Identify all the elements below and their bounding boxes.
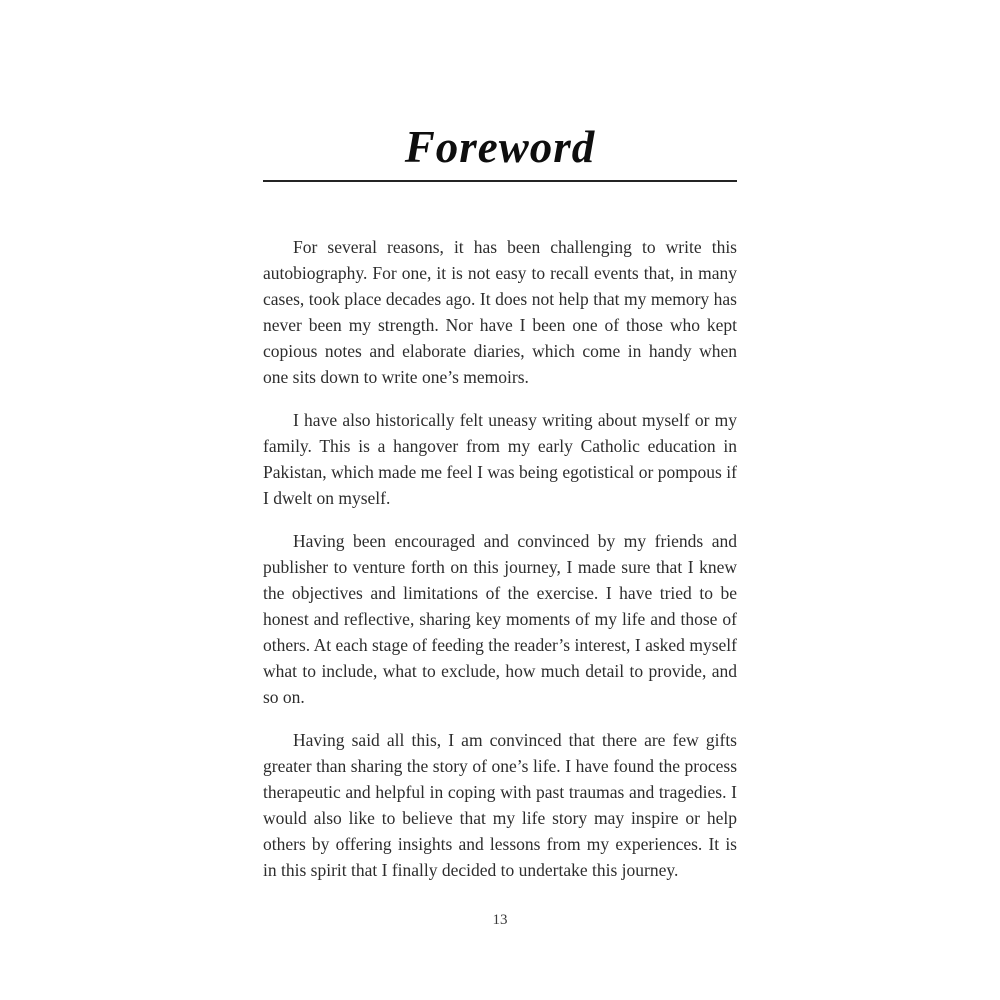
- chapter-title: Foreword: [404, 122, 596, 172]
- content-column: [263, 0, 737, 883]
- body-text: [263, 234, 737, 883]
- paragraph: I have also historically felt uneasy writing about myself or my family. This is a hangover from my early Catholic education in Pakistan, which made me feel I was being egotistical or pompous if I dwelt on myself.: [263, 410, 737, 508]
- paragraph: Having been encouraged and convinced by my friends and publisher to venture forth on this journey, I made sure that I knew the objectives and limitations of the exercise. I have tried to be honest and reflective, sharing key moments of my life and those of others. At each stage of feeding the reader’s interest, I asked myself what to include, what to exclude, how much detail to provide, and so on.: [263, 531, 737, 707]
- paragraph: For several reasons, it has been challenging to write this autobiography. For one, it is not easy to recall events that, in many cases, took place decades ago. It does not help that my memory has never been my strength. Nor have I been one of those who kept copious notes and elaborate diaries, which come in handy when one sits down to write one’s memoirs.: [263, 237, 737, 387]
- paragraph: Having said all this, I am convinced that there are few gifts greater than sharing the story of one’s life. I have found the process therapeutic and helpful in coping with past traumas and tragedies. I would also like to believe that my life story may inspire or help others by offering insights and lessons from my experiences. It is in this spirit that I finally decided to undertake this journey.: [263, 730, 737, 880]
- heading-divider: [263, 180, 737, 182]
- page-number: 13: [492, 912, 508, 928]
